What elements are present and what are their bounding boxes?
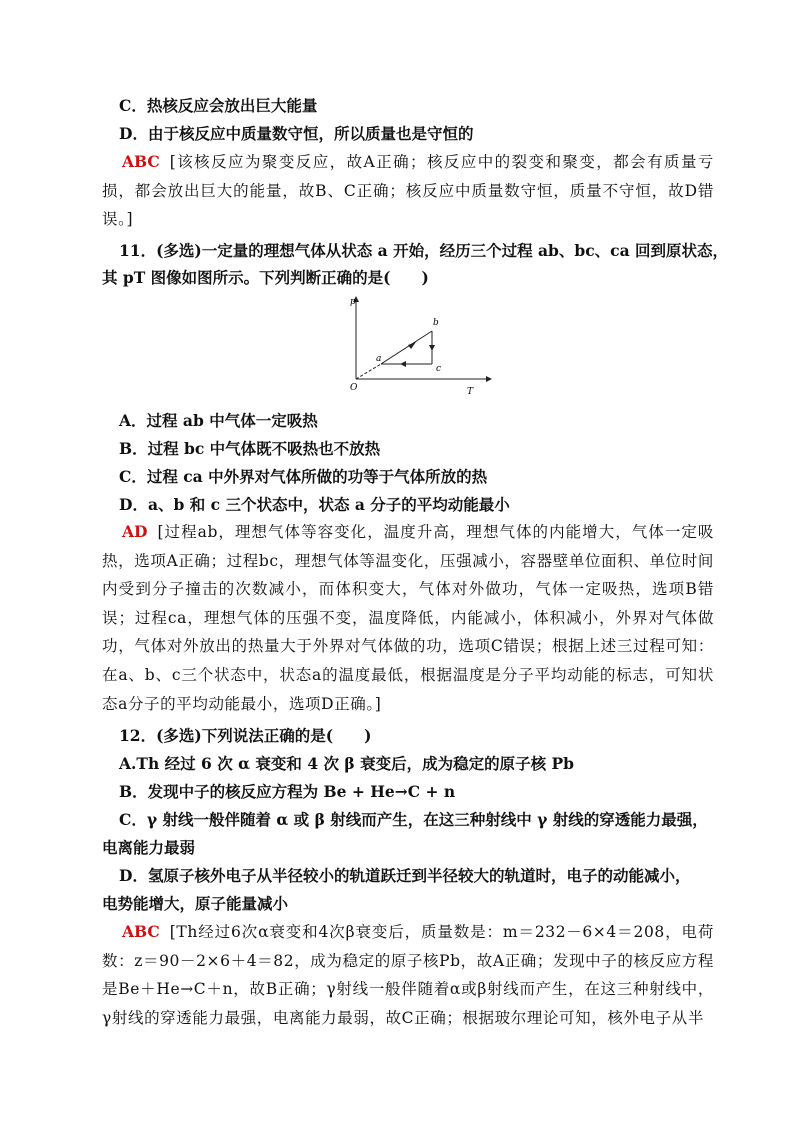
bc-arrow (429, 345, 435, 351)
ab-arrow (408, 342, 416, 349)
q12-option-a: A.Th 经过 6 次 α 衰变和 4 次 β 衰变后，成为稳定的原子核 Pb (119, 754, 574, 773)
q10-answer-text: [该核反应为聚变反应，故A正确；核反应中的裂变和聚变，都会有质量亏损，都会放出巨大的能量，故B、C正确；核反应中质量数守恒，质量不守恒，故D错误。] (102, 153, 714, 229)
q10-option-d: D．由于核反应中质量数守恒，所以质量也是守恒的 (119, 124, 474, 143)
q12-option-d-line1: D．氢原子核外电子从半径较小的轨道跃迁到半径较大的轨道时，电子的动能减小， (119, 866, 691, 885)
origin-label: O (350, 383, 358, 393)
q11-stem-line2: 其 pT 图像如图所示。下列判断正确的是( ) (102, 268, 429, 287)
q12-option-d-line2: 电势能增大，原子能量减小 (102, 894, 289, 913)
q11-option-c: C．过程 ca 中外界对气体所做的功等于气体所放的热 (119, 467, 488, 486)
axis-t-label: T (467, 387, 474, 397)
q11-answer (102, 518, 714, 718)
q11-option-d: D．a、b 和 c 三个状态中，状态 a 分子的平均动能最小 (119, 495, 510, 514)
ca-arrow (400, 361, 406, 367)
q11-stem-line1: 11．(多选)一定量的理想气体从状态 a 开始，经历三个过程 ab、bc、ca 回到原状态， (119, 241, 729, 260)
q10-answer-tag: ABC (122, 152, 160, 171)
q11-option-b: B．过程 bc 中气体既不吸热也不放热 (119, 439, 381, 458)
q12-option-c-line2: 电离能力最弱 (102, 838, 196, 857)
q10-option-c: C．热核反应会放出巨大能量 (119, 96, 318, 115)
q12-option-c-line1: C．γ 射线一般伴随着 α 或 β 射线而产生，在这三种射线中 γ 射线的穿透能力最强， (119, 810, 708, 829)
point-b-label: b (433, 318, 439, 328)
pt-diagram (336, 290, 496, 405)
process-ab (381, 331, 432, 364)
q11-option-a: A．过程 ab 中气体一定吸热 (119, 411, 318, 430)
q11-answer-tag: AD (122, 522, 148, 541)
point-c-label: c (436, 364, 442, 374)
q12-answer (102, 918, 714, 1032)
extension-dashed-line (356, 364, 381, 379)
point-a-label: a (376, 354, 382, 364)
t-axis-arrow (486, 376, 492, 382)
q10-answer (102, 148, 714, 234)
q12-option-b: B．发现中子的核反应方程为 Be + He→C + n (119, 782, 456, 801)
q12-answer-tag: ABC (122, 922, 160, 941)
axis-p-label: p (350, 297, 356, 307)
q12-answer-text: [Th经过6次α衰变和4次β衰变后，质量数是：m＝232－6×4＝208，电荷数：z＝90－2×6＋4＝82，成为稳定的原子核Pb，故A正确；发现中子的核反应方程是Be＋He→C＋n，故B正确；γ射线一般伴随着α或β射线而产生，在这三种射线中，γ射线的穿透能力最强，电离能力最弱，故C正确；根据玻尔理论可知，核外电子从半 (102, 923, 714, 1027)
q11-answer-text: [过程ab，理想气体等容变化，温度升高，理想气体的内能增大，气体一定吸热，选项A正确；过程bc，理想气体等温变化，压强减小，容器壁单位面积、单位时间内受到分子撞击的次数减小，而体积变大，气体对外做功，气体一定吸热，选项B错误；过程ca，理想气体的压强不变，温度降低，内能减小，体积减小，外界对气体做功，气体对外放出的热量大于外界对气体做的功，选项C错误；根据上述三过程可知：在a、b、c三个状态中，状态a的温度最低，根据温度是分子平均动能的标志，可知状态a分子的平均动能最小，选项D正确。] (102, 523, 714, 713)
q12-stem: 12．(多选)下列说法正确的是( ) (119, 726, 372, 745)
